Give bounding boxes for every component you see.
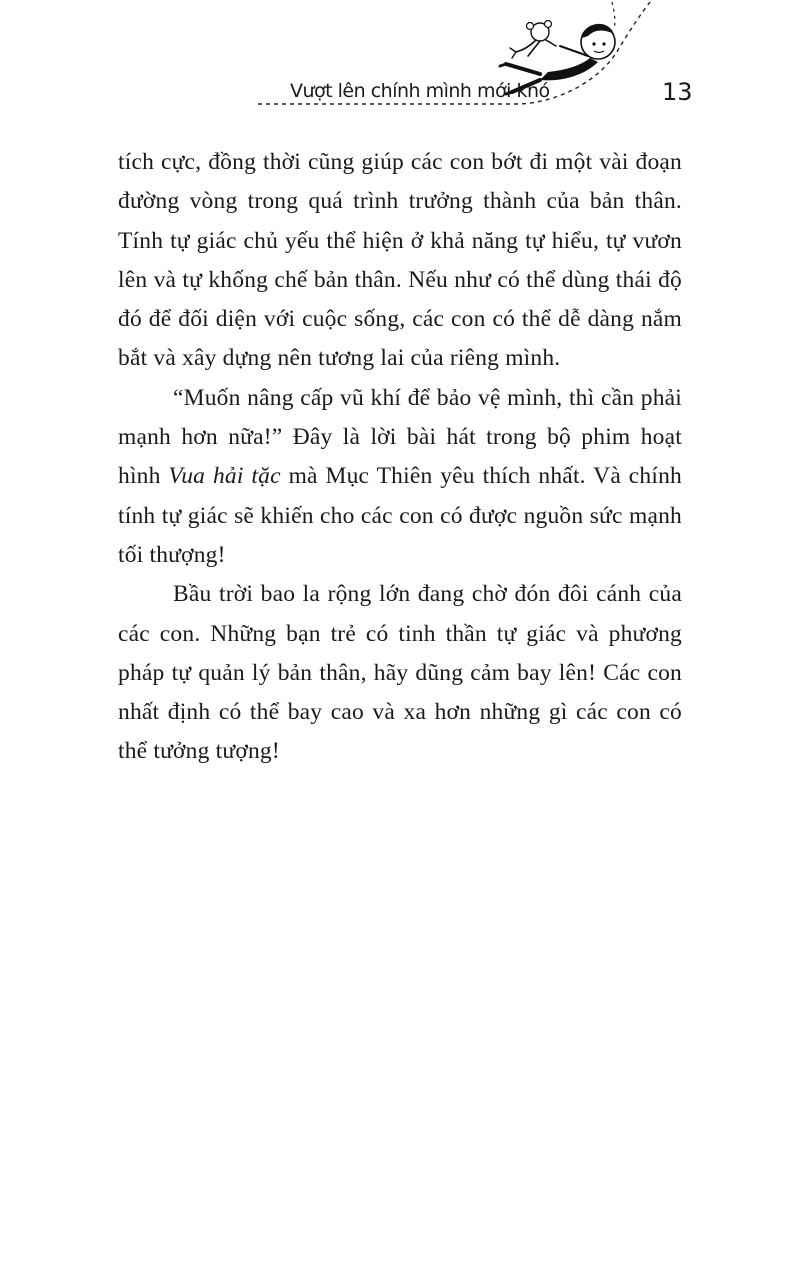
paragraph-2 (118, 379, 682, 575)
paragraph-3: Bầu trời bao la rộng lớn đang chờ đón đôi cánh của các con. Những bạn trẻ có tinh thần tự giác và phương pháp tự quản lý bản thân, hãy dũng cảm bay lên! Các con nhất định có thể bay cao và xa hơn những gì các con có thể tưởng tượng! (118, 581, 682, 765)
boy-body (516, 40, 556, 56)
running-title: Vượt lên chính mình mới khó (290, 80, 550, 102)
dashed-flight-path-2 (612, 2, 615, 30)
cartoon-title: Vua hải tặc (168, 463, 281, 490)
page-number: 13 (662, 78, 693, 106)
paragraph-2-start: “Muốn nâng cấp vũ khí để bảo vệ mình, thì cần phải mạnh hơn nữa!” Đây là lời bài hát trong bộ phim hoạt hình (118, 384, 682, 490)
paragraph-2-end: mà Mục Thiên yêu thích nhất. Và chính tính tự giác sẽ khiến cho các con có được nguồn sức mạnh tối thượng! (118, 463, 682, 568)
paragraph-1: tích cực, đồng thời cũng giúp các con bớt đi một vài đoạn đường vòng trong quá trình trưởng thành của bản thân. Tính tự giác chủ yếu thể hiện ở khả năng tự hiểu, tự vươn lên và tự khống chế bản thân. Nếu như có thể dùng thái độ đó để đối diện với cuộc sống, các con có thể dễ dàng nắm bắt và xây dựng nên tương lai của riêng mình. (118, 149, 682, 372)
page-header (0, 0, 800, 120)
body-text (118, 143, 682, 772)
girl-body (540, 58, 598, 80)
